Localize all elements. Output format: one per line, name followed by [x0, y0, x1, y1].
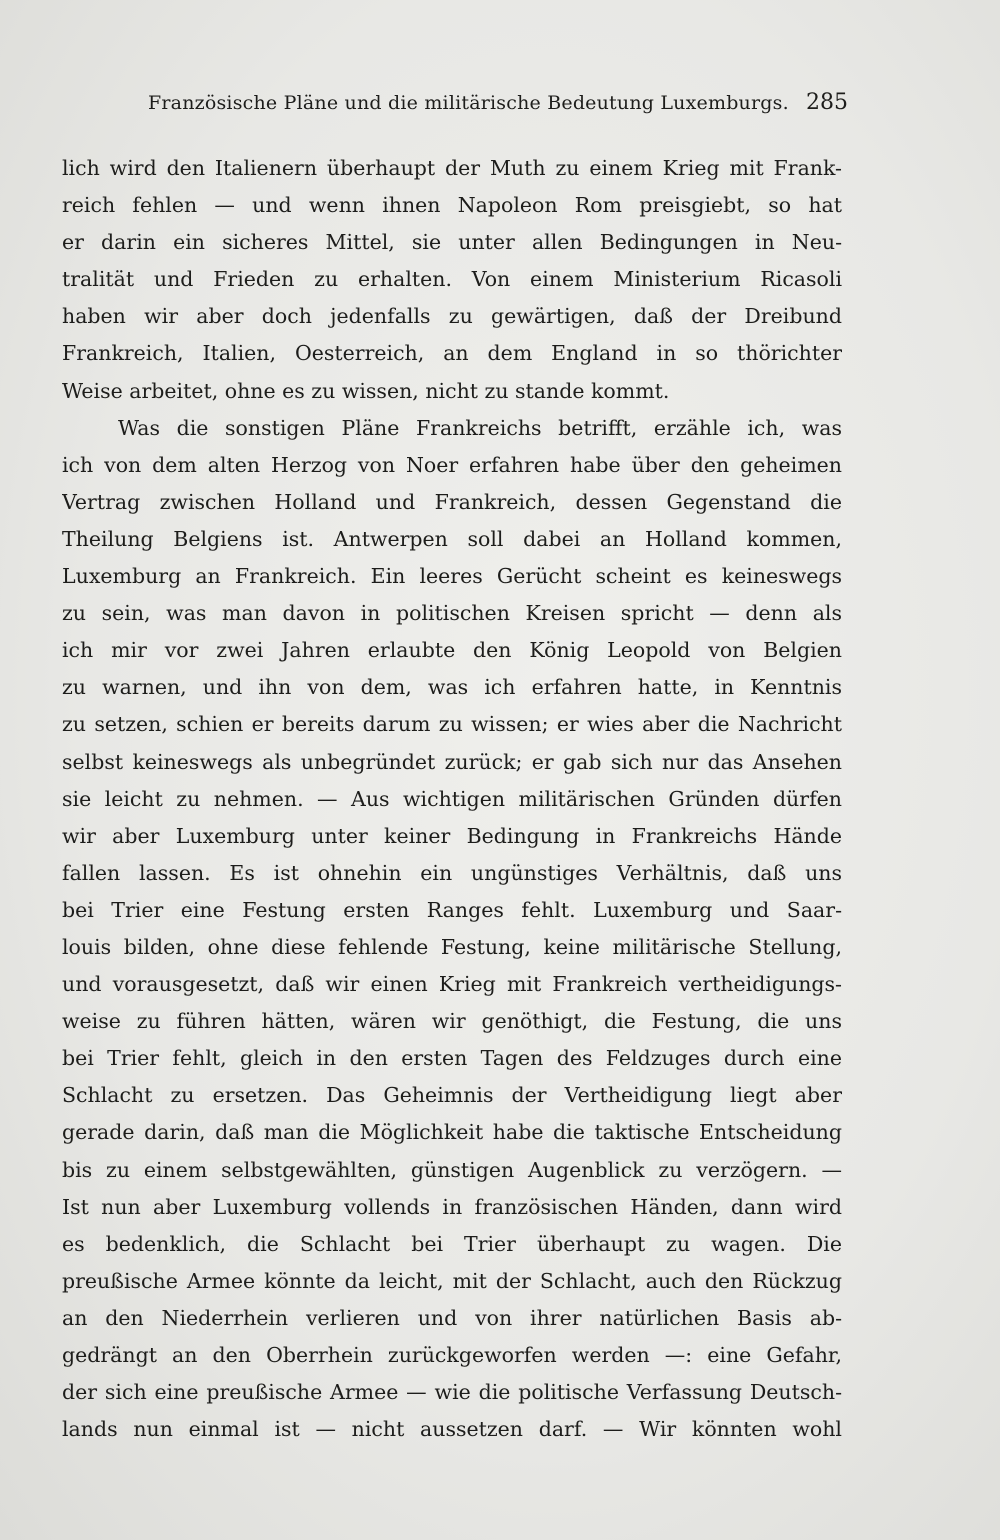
text-line: preußische Armee könnte da leicht, mit der Schlacht, auch den Rückzug — [62, 1268, 842, 1293]
text-line: der sich eine preußische Armee — wie die politische Verfassung Deutsch- — [62, 1380, 842, 1405]
text-line: bis zu einem selbstgewählten, günstigen Augenblick zu verzögern. — — [62, 1157, 842, 1182]
text-line: fallen lassen. Es ist ohnehin ein ungünstiges Verhältnis, daß uns — [62, 860, 842, 885]
text-line: Was die sonstigen Pläne Frankreichs betrifft, erzähle ich, was — [118, 415, 842, 440]
text-line: selbst keineswegs als unbegründet zurück; er gab sich nur das Ansehen — [62, 749, 842, 774]
text-line: zu setzen, schien er bereits darum zu wissen; er wies aber die Nachricht — [62, 712, 842, 737]
text-line: Vertrag zwischen Holland und Frankreich, dessen Gegenstand die — [62, 489, 842, 514]
text-line: Frankreich, Italien, Oesterreich, an dem England in so thörichter — [62, 341, 842, 366]
text-line: tralität und Frieden zu erhalten. Von einem Ministerium Ricasoli — [62, 267, 842, 292]
text-line: reich fehlen — und wenn ihnen Napoleon Rom preisgiebt, so hat — [62, 193, 842, 218]
running-title: Französische Pläne und die militärische Bedeutung Luxemburgs. — [148, 92, 789, 114]
text-line: es bedenklich, die Schlacht bei Trier überhaupt zu wagen. Die — [62, 1231, 842, 1256]
text-line: sie leicht zu nehmen. — Aus wichtigen militärischen Gründen dürfen — [62, 786, 842, 811]
text-line: lich wird den Italienern überhaupt der Muth zu einem Krieg mit Frank- — [62, 156, 842, 180]
text-line: gedrängt an den Oberrhein zurückgeworfen werden —: eine Gefahr, — [62, 1343, 842, 1367]
text-line: ich von dem alten Herzog von Noer erfahren habe über den geheimen — [62, 452, 842, 477]
text-line: er darin ein sicheres Mittel, sie unter allen Bedingungen in Neu- — [62, 230, 842, 255]
text-line: lands nun einmal ist — nicht aussetzen darf. — Wir könnten wohl — [62, 1417, 842, 1442]
text-line: gerade darin, daß man die Möglichkeit habe die taktische Entscheidung — [62, 1120, 842, 1145]
text-line: und vorausgesetzt, daß wir einen Krieg mit Frankreich vertheidigungs- — [62, 972, 842, 997]
text-line: Ist nun aber Luxemburg vollends in französischen Händen, dann wird — [62, 1194, 842, 1219]
page-header — [148, 92, 848, 122]
text-line: weise zu führen hätten, wären wir genöthigt, die Festung, die uns — [62, 1009, 842, 1034]
text-line: Luxemburg an Frankreich. Ein leeres Gerücht scheint es keineswegs — [62, 564, 842, 589]
text-line: Weise arbeitet, ohne es zu wissen, nicht zu stande kommt. — [62, 378, 670, 403]
text-line: wir aber Luxemburg unter keiner Bedingung in Frankreichs Hände — [62, 823, 842, 848]
text-line: Theilung Belgiens ist. Antwerpen soll dabei an Holland kommen, — [62, 526, 842, 551]
text-line: Schlacht zu ersetzen. Das Geheimnis der Vertheidigung liegt aber — [62, 1083, 842, 1108]
text-line: haben wir aber doch jedenfalls zu gewärtigen, daß der Dreibund — [62, 304, 842, 329]
text-line: zu sein, was man davon in politischen Kreisen spricht — denn als — [62, 601, 842, 626]
text-line: an den Niederrhein verlieren und von ihrer natürlichen Basis ab- — [62, 1305, 842, 1330]
text-line: bei Trier fehlt, gleich in den ersten Tagen des Feldzuges durch eine — [62, 1046, 842, 1071]
page-number: 285 — [806, 90, 848, 115]
text-line: ich mir vor zwei Jahren erlaubte den König Leopold von Belgien — [62, 638, 842, 663]
body-text — [62, 150, 842, 1448]
text-line: zu warnen, und ihn von dem, was ich erfahren hatte, in Kenntnis — [62, 675, 842, 700]
text-line: bei Trier eine Festung ersten Ranges fehlt. Luxemburg und Saar- — [62, 897, 842, 922]
text-line: louis bilden, ohne diese fehlende Festung, keine militärische Stellung, — [62, 934, 842, 959]
